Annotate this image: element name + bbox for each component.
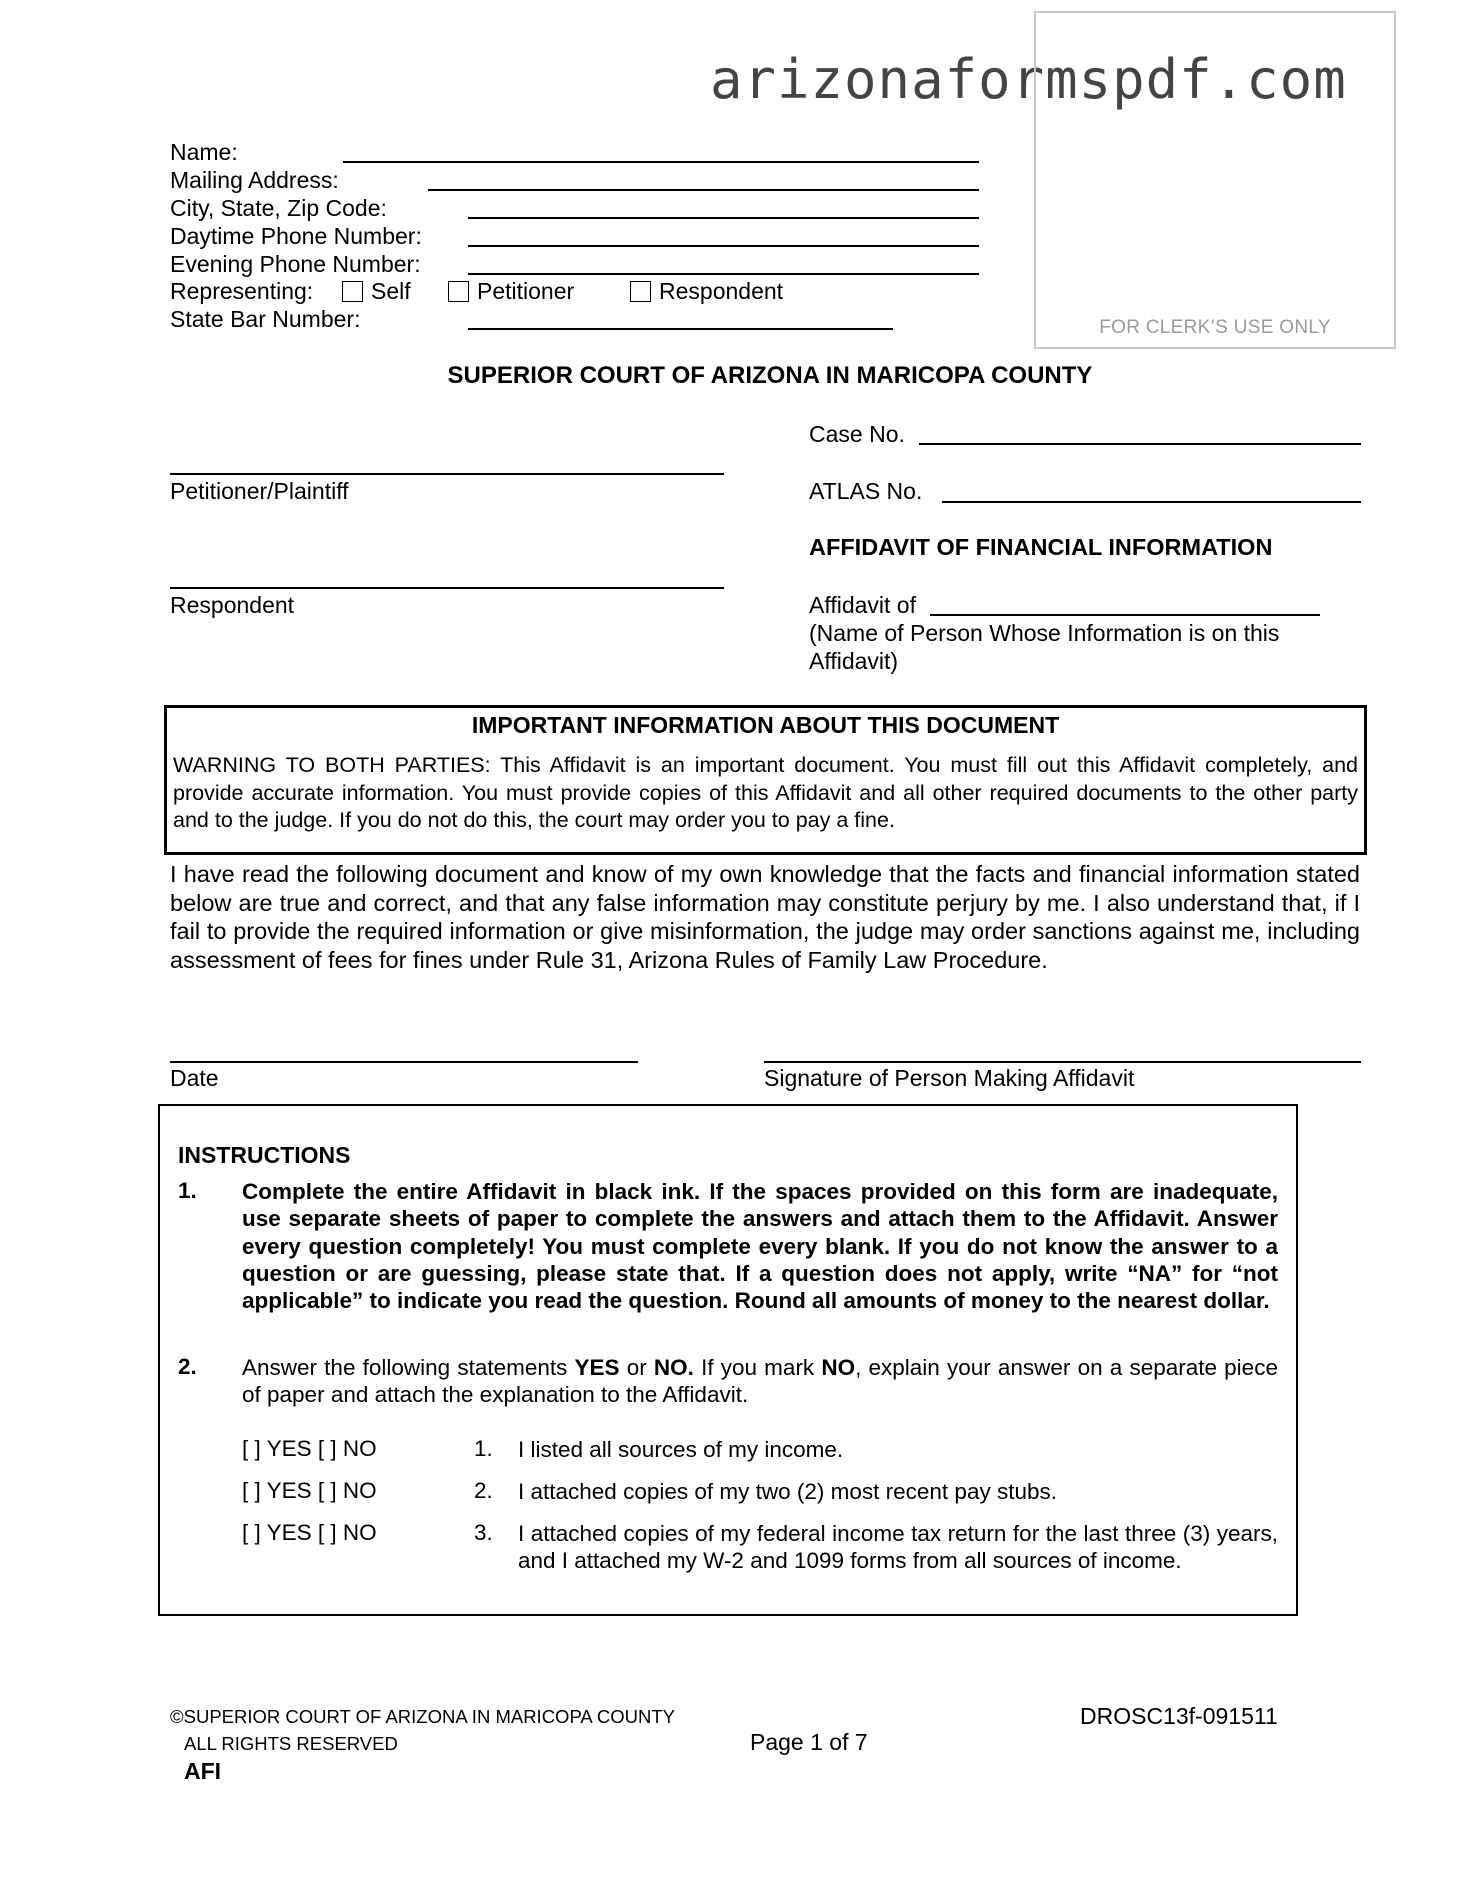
- important-title: IMPORTANT INFORMATION ABOUT THIS DOCUMENT: [471, 712, 1060, 738]
- affidavit-of-note-line1: (Name of Person Whose Information is on this: [809, 620, 1280, 646]
- rep-respondent-checkbox[interactable]: [630, 281, 651, 302]
- rep-self-option[interactable]: [342, 277, 411, 305]
- statement-1-number: 1.: [474, 1436, 493, 1461]
- rep-respondent-label: Respondent: [659, 278, 784, 304]
- important-warning-text: WARNING TO BOTH PARTIES: This Affidavit is an important document. You must fill out this Affidavit completely, and provide accurate information. You must provide copies of this Affidavit and all other required documents to the other party and to the judge. If you do not do this, the court may order you to pay a fine.: [173, 753, 1358, 832]
- petitioner-label: Petitioner/Plaintiff: [170, 478, 349, 504]
- instruction-2-text: [242, 1354, 1278, 1409]
- respondent-label: Respondent: [170, 592, 295, 618]
- statement-1-text: I listed all sources of my income.: [518, 1437, 844, 1462]
- daytime-phone-label: Daytime Phone Number:: [170, 223, 422, 249]
- instruction-1-number: 1.: [178, 1178, 197, 1203]
- statement-2-number: 2.: [474, 1478, 493, 1503]
- statement-2-yes-no[interactable]: [ ] YES [ ] NO: [242, 1478, 377, 1503]
- respondent-name-field[interactable]: [170, 587, 724, 589]
- watermark-text: arizonaformspdf.com: [710, 48, 1347, 111]
- footer-rights: ALL RIGHTS RESERVED: [184, 1733, 398, 1754]
- state-bar-field[interactable]: [468, 328, 893, 330]
- city-state-zip-label: City, State, Zip Code:: [170, 195, 387, 221]
- daytime-phone-field[interactable]: [468, 245, 979, 247]
- footer-page-number: Page 1 of 7: [750, 1729, 868, 1755]
- statement-2-text: I attached copies of my two (2) most recent pay stubs.: [518, 1479, 1057, 1504]
- important-information-box: [164, 705, 1367, 855]
- statement-3-text: I attached copies of my federal income tax return for the last three (3) years, and I attached my W-2 and 1099 forms from all sources of income.: [518, 1521, 1278, 1574]
- petitioner-name-field[interactable]: [170, 473, 724, 475]
- instructions-box: [158, 1104, 1298, 1616]
- affidavit-of-field[interactable]: [930, 614, 1320, 616]
- name-label: Name:: [170, 139, 238, 165]
- affidavit-of-note-line2: Affidavit): [809, 648, 899, 674]
- evening-phone-field[interactable]: [468, 273, 979, 275]
- footer-form-code: AFI: [184, 1758, 222, 1784]
- date-label: Date: [170, 1065, 219, 1091]
- instruction-1-text: Complete the entire Affidavit in black ink. If the spaces provided on this form are inadequate, use separate sheets of paper to complete the answers and attach them to the Affidavit. Answer every question completely! You must complete every blank. If you do not know the answer to a question or are guessing, please state that. If a question does not apply, write “NA” for “not applicable” to indicate you read the question. Round all amounts of money to the nearest dollar.: [242, 1179, 1278, 1314]
- date-field[interactable]: [170, 1061, 638, 1063]
- clerk-use-label: FOR CLERK’S USE ONLY: [1099, 317, 1331, 338]
- footer-copyright: ©SUPERIOR COURT OF ARIZONA IN MARICOPA COUNTY: [170, 1706, 675, 1727]
- rep-self-checkbox[interactable]: [342, 281, 363, 302]
- evening-phone-label: Evening Phone Number:: [170, 251, 421, 277]
- clerk-use-box: [1034, 11, 1396, 349]
- instruction-2-no-2: NO: [821, 1355, 856, 1380]
- signature-field[interactable]: [764, 1061, 1361, 1063]
- statement-3-yes-no[interactable]: [ ] YES [ ] NO: [242, 1520, 377, 1545]
- atlas-no-field[interactable]: [942, 501, 1361, 503]
- rep-respondent-option[interactable]: [630, 277, 783, 305]
- declaration-text: I have read the following document and know of my own knowledge that the facts and financial information stated below are true and correct, and that any false information may constitute perjury by me. I also understand that, if I fail to provide the required information or give misinformation, the judge may order sanctions against me, including assessment of fees for fines under Rule 31, Arizona Rules of Family Law Procedure.: [170, 861, 1360, 973]
- representing-label: Representing:: [170, 278, 314, 304]
- state-bar-label: State Bar Number:: [170, 306, 361, 332]
- city-state-zip-field[interactable]: [468, 217, 979, 219]
- affidavit-of-label: Affidavit of: [809, 592, 916, 618]
- instruction-2-part-a: Answer the following statements: [242, 1355, 575, 1380]
- statement-1-yes-no[interactable]: [ ] YES [ ] NO: [242, 1436, 377, 1461]
- instructions-title: INSTRUCTIONS: [178, 1142, 351, 1168]
- rep-petitioner-label: Petitioner: [477, 278, 575, 304]
- document-title: AFFIDAVIT OF FINANCIAL INFORMATION: [809, 534, 1273, 560]
- mailing-address-field[interactable]: [428, 189, 979, 191]
- rep-petitioner-checkbox[interactable]: [448, 281, 469, 302]
- instruction-2-number: 2.: [178, 1354, 197, 1379]
- mailing-address-label: Mailing Address:: [170, 167, 339, 193]
- rep-petitioner-option[interactable]: [448, 277, 574, 305]
- footer-form-id: DROSC13f-091511: [1080, 1703, 1278, 1729]
- case-no-field[interactable]: [919, 443, 1361, 445]
- name-field[interactable]: [343, 161, 979, 163]
- instruction-2-part-d: , explain your answer on a separate piece of paper and attach the explanation to the Affidavit.: [242, 1355, 1278, 1408]
- atlas-no-label: ATLAS No.: [809, 478, 923, 504]
- instruction-2-part-b: or: [619, 1355, 654, 1380]
- statement-3-number: 3.: [474, 1520, 493, 1545]
- instruction-2-part-c: If you mark: [693, 1355, 822, 1380]
- court-title: SUPERIOR COURT OF ARIZONA IN MARICOPA COUNTY: [447, 362, 1093, 389]
- case-no-label: Case No.: [809, 421, 905, 447]
- instruction-2-no: NO.: [653, 1355, 694, 1380]
- rep-self-label: Self: [371, 278, 411, 304]
- instruction-2-yes: YES: [574, 1355, 620, 1380]
- signature-label: Signature of Person Making Affidavit: [764, 1065, 1135, 1091]
